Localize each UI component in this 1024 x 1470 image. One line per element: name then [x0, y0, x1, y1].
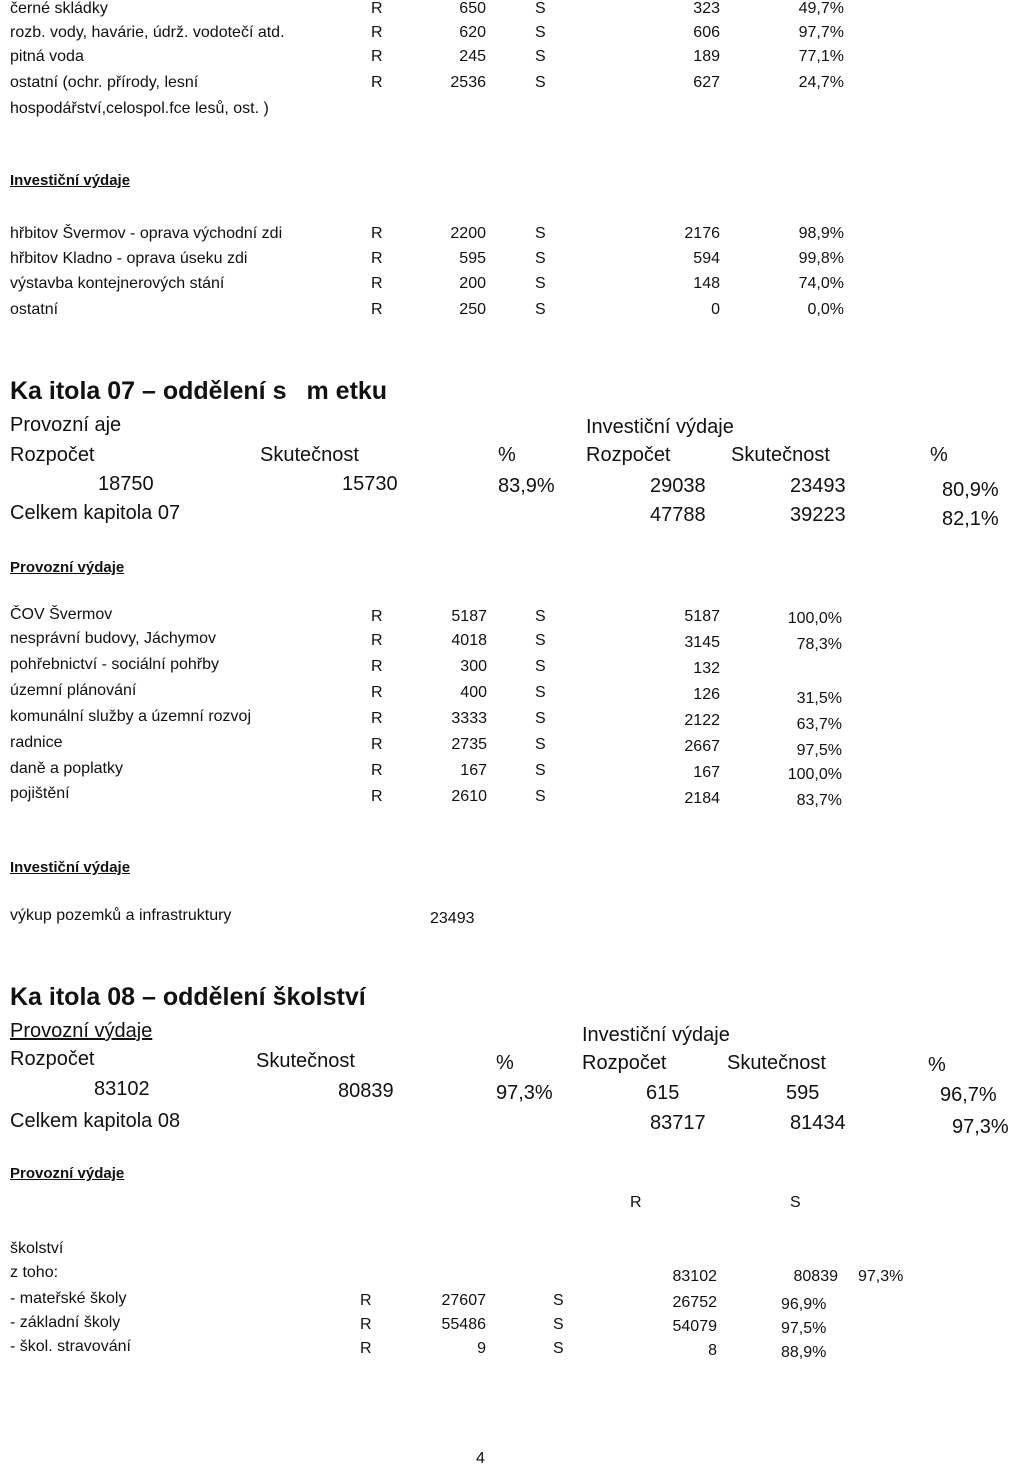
row-pct: 96,9%: [781, 1296, 827, 1313]
ch07-investment-pct: 80,9%: [942, 479, 999, 501]
row-actual: 2184: [684, 790, 720, 807]
ch08-operating-label: Provozní výdaje: [10, 1020, 153, 1042]
row-actual: 2176: [684, 225, 720, 242]
row-budget: 55486: [441, 1316, 486, 1333]
row-budget: 620: [459, 24, 486, 41]
row-r: R: [371, 762, 383, 779]
row-budget: 650: [459, 0, 486, 17]
row-actual: 126: [693, 686, 720, 703]
row-label: - mateřské školy: [10, 1290, 127, 1307]
row-r: R: [371, 684, 383, 701]
row-r: R: [371, 658, 383, 675]
row-actual: 0: [711, 301, 720, 318]
ch08-ztoho-budget: 83102: [672, 1268, 717, 1285]
ch08-investment-actual: 595: [786, 1082, 820, 1104]
row-actual: 627: [693, 74, 720, 91]
row-label-continuation: hospodářství,celospol.fce lesů, ost. ): [10, 100, 269, 117]
row-budget: 27607: [441, 1292, 486, 1309]
row-budget: 2735: [451, 736, 487, 753]
ch08-total-budget: 83717: [650, 1112, 706, 1134]
row-budget: 200: [459, 275, 486, 292]
row-budget: 3333: [451, 710, 487, 727]
ch07-col-actual: Skutečnost: [260, 444, 359, 466]
row-budget: 2610: [451, 788, 487, 805]
row-label: - škol. stravování: [10, 1338, 131, 1355]
row-budget: 595: [459, 250, 486, 267]
ch07-total-pct: 82,1%: [942, 508, 999, 530]
ch07-operating-actual: 15730: [342, 473, 398, 495]
row-s: S: [535, 684, 546, 701]
ch08-skolstvi-label: školství: [10, 1240, 64, 1257]
row-actual: 54079: [672, 1318, 717, 1335]
ch07-inv-col-pct: %: [930, 444, 948, 466]
ch07-inv-col-actual: Skutečnost: [731, 444, 830, 466]
row-label: černé skládky: [10, 0, 108, 17]
row-label: územní plánování: [10, 682, 137, 699]
ch08-col-r: R: [630, 1194, 642, 1211]
row-r: R: [371, 788, 383, 805]
row-actual: 323: [693, 0, 720, 17]
row-pct: 24,7%: [798, 74, 844, 91]
chapter-08-title: Ka itola 08 – oddělení školství: [10, 983, 366, 1011]
ch07-investment-actual: 23493: [790, 475, 846, 497]
row-label: výkup pozemků a infrastruktury: [10, 907, 232, 924]
row-s: S: [553, 1292, 564, 1309]
row-label: radnice: [10, 734, 63, 751]
row-s: S: [535, 632, 546, 649]
row-r: R: [371, 608, 383, 625]
row-pct: 0,0%: [807, 301, 844, 318]
row-s: S: [535, 24, 546, 41]
row-r: R: [371, 74, 383, 91]
ch08-col-budget: Rozpočet: [10, 1048, 95, 1070]
row-s: S: [535, 225, 546, 242]
ch08-ztoho-label: z toho:: [10, 1264, 59, 1281]
ch07-operating-heading: Provozní výdaje: [10, 559, 125, 576]
ch07-investment-heading: Investiční výdaje: [10, 859, 131, 876]
row-budget: 2536: [450, 74, 486, 91]
row-actual: 8: [708, 1342, 717, 1359]
row-label: hřbitov Švermov - oprava východní zdi: [10, 225, 283, 242]
row-s: S: [535, 788, 546, 805]
row-budget: 9: [477, 1340, 486, 1357]
row-r: R: [371, 632, 383, 649]
row-budget: 4018: [451, 632, 487, 649]
row-label: hřbitov Kladno - oprava úseku zdi: [10, 250, 248, 267]
row-actual: 26752: [672, 1294, 717, 1311]
ch08-operating-pct: 97,3%: [496, 1082, 553, 1104]
ch08-operating-budget: 83102: [94, 1078, 150, 1100]
row-s: S: [535, 48, 546, 65]
ch08-operating-heading: Provozní výdaje: [10, 1165, 125, 1182]
row-label: pitná voda: [10, 48, 84, 65]
row-pct: 77,1%: [798, 48, 844, 65]
row-r: R: [371, 0, 383, 17]
row-pct: 100,0%: [787, 610, 842, 627]
ch08-col-s: S: [790, 1194, 801, 1211]
ch07-inv-col-budget: Rozpočet: [586, 444, 671, 466]
row-label: výstavba kontejnerových stání: [10, 275, 225, 292]
row-pct: 97,7%: [798, 24, 844, 41]
row-s: S: [535, 301, 546, 318]
ch07-investment-budget: 29038: [650, 475, 706, 497]
row-pct: 99,8%: [798, 250, 844, 267]
ch08-inv-col-pct: %: [928, 1054, 946, 1076]
row-actual: 148: [693, 275, 720, 292]
ch07-col-budget: Rozpočet: [10, 444, 95, 466]
row-budget: 245: [459, 48, 486, 65]
ch08-total-actual: 81434: [790, 1112, 846, 1134]
row-pct: 49,7%: [798, 0, 844, 17]
row-label: pojištění: [10, 785, 70, 802]
row-r: R: [371, 275, 383, 292]
row-budget: 300: [460, 658, 487, 675]
row-s: S: [535, 0, 546, 17]
page-number: 4: [476, 1450, 485, 1467]
row-label: rozb. vody, havárie, údrž. vodotečí atd.: [10, 24, 285, 41]
ch07-operating-pct: 83,9%: [498, 475, 555, 497]
row-s: S: [553, 1340, 564, 1357]
row-pct: 63,7%: [796, 716, 842, 733]
row-label: ostatní (ochr. přírody, lesní: [10, 74, 199, 91]
row-pct: 98,9%: [798, 225, 844, 242]
row-budget: 167: [460, 762, 487, 779]
row-budget: 250: [459, 301, 486, 318]
ch07-operating-budget: 18750: [98, 473, 154, 495]
row-s: S: [535, 736, 546, 753]
row-actual: 5187: [684, 608, 720, 625]
row-label: komunální služby a územní rozvoj: [10, 708, 251, 725]
ch07-total-budget: 47788: [650, 504, 706, 526]
row-actual: 189: [693, 48, 720, 65]
row-pct: 78,3%: [796, 636, 842, 653]
row-r: R: [371, 48, 383, 65]
row-label: nesprávní budovy, Jáchymov: [10, 630, 217, 647]
ch08-total-pct: 97,3%: [952, 1116, 1009, 1138]
ch08-ztoho-pct: 97,3%: [858, 1268, 904, 1285]
row-actual: 167: [693, 764, 720, 781]
row-budget: 5187: [451, 608, 487, 625]
ch07-total-actual: 39223: [790, 504, 846, 526]
row-s: S: [553, 1316, 564, 1333]
row-label: pohřebnictví - sociální pohřby: [10, 656, 219, 673]
row-actual: 594: [693, 250, 720, 267]
row-pct: 74,0%: [798, 275, 844, 292]
section-heading-investment: Investiční výdaje: [10, 172, 131, 189]
ch08-ztoho-actual: 80839: [793, 1268, 838, 1285]
row-pct: 31,5%: [796, 690, 842, 707]
ch07-col-pct: %: [498, 444, 516, 466]
chapter-07-title: Ka itola 07 – oddělení s m etku: [10, 377, 388, 405]
row-s: S: [535, 658, 546, 675]
ch07-total-label: Celkem kapitola 07: [10, 502, 181, 524]
ch08-investment-pct: 96,7%: [940, 1084, 997, 1106]
ch08-col-actual: Skutečnost: [256, 1050, 355, 1072]
row-r: R: [371, 736, 383, 753]
ch08-inv-col-actual: Skutečnost: [727, 1052, 826, 1074]
row-r: R: [371, 24, 383, 41]
row-r: R: [371, 225, 383, 242]
row-s: S: [535, 710, 546, 727]
row-pct: 100,0%: [787, 766, 842, 783]
row-r: R: [371, 250, 383, 267]
row-s: S: [535, 250, 546, 267]
row-r: R: [371, 710, 383, 727]
row-actual: 132: [693, 660, 720, 677]
row-label: daně a poplatky: [10, 760, 123, 777]
ch07-investment-label: Investiční výdaje: [586, 416, 734, 438]
row-r: R: [360, 1292, 372, 1309]
row-value: 23493: [430, 910, 475, 927]
row-s: S: [535, 762, 546, 779]
row-budget: 2200: [450, 225, 486, 242]
row-budget: 400: [460, 684, 487, 701]
row-actual: 606: [693, 24, 720, 41]
row-r: R: [360, 1316, 372, 1333]
row-pct: 83,7%: [796, 792, 842, 809]
row-actual: 3145: [684, 634, 720, 651]
row-pct: 97,5%: [796, 742, 842, 759]
row-label: ČOV Švermov: [10, 606, 113, 623]
row-s: S: [535, 74, 546, 91]
row-s: S: [535, 275, 546, 292]
row-pct: 97,5%: [781, 1320, 827, 1337]
ch08-operating-actual: 80839: [338, 1080, 394, 1102]
ch08-col-pct: %: [496, 1052, 514, 1074]
ch08-total-label: Celkem kapitola 08: [10, 1110, 181, 1132]
ch08-inv-col-budget: Rozpočet: [582, 1052, 667, 1074]
ch08-investment-budget: 615: [646, 1082, 680, 1104]
row-label: - základní školy: [10, 1314, 121, 1331]
row-label: ostatní: [10, 301, 59, 318]
ch07-operating-label: Provozní aje: [10, 414, 122, 436]
row-actual: 2122: [684, 712, 720, 729]
row-r: R: [360, 1340, 372, 1357]
row-actual: 2667: [684, 738, 720, 755]
ch08-investment-label: Investiční výdaje: [582, 1024, 730, 1046]
row-r: R: [371, 301, 383, 318]
row-pct: 88,9%: [781, 1344, 827, 1361]
row-s: S: [535, 608, 546, 625]
